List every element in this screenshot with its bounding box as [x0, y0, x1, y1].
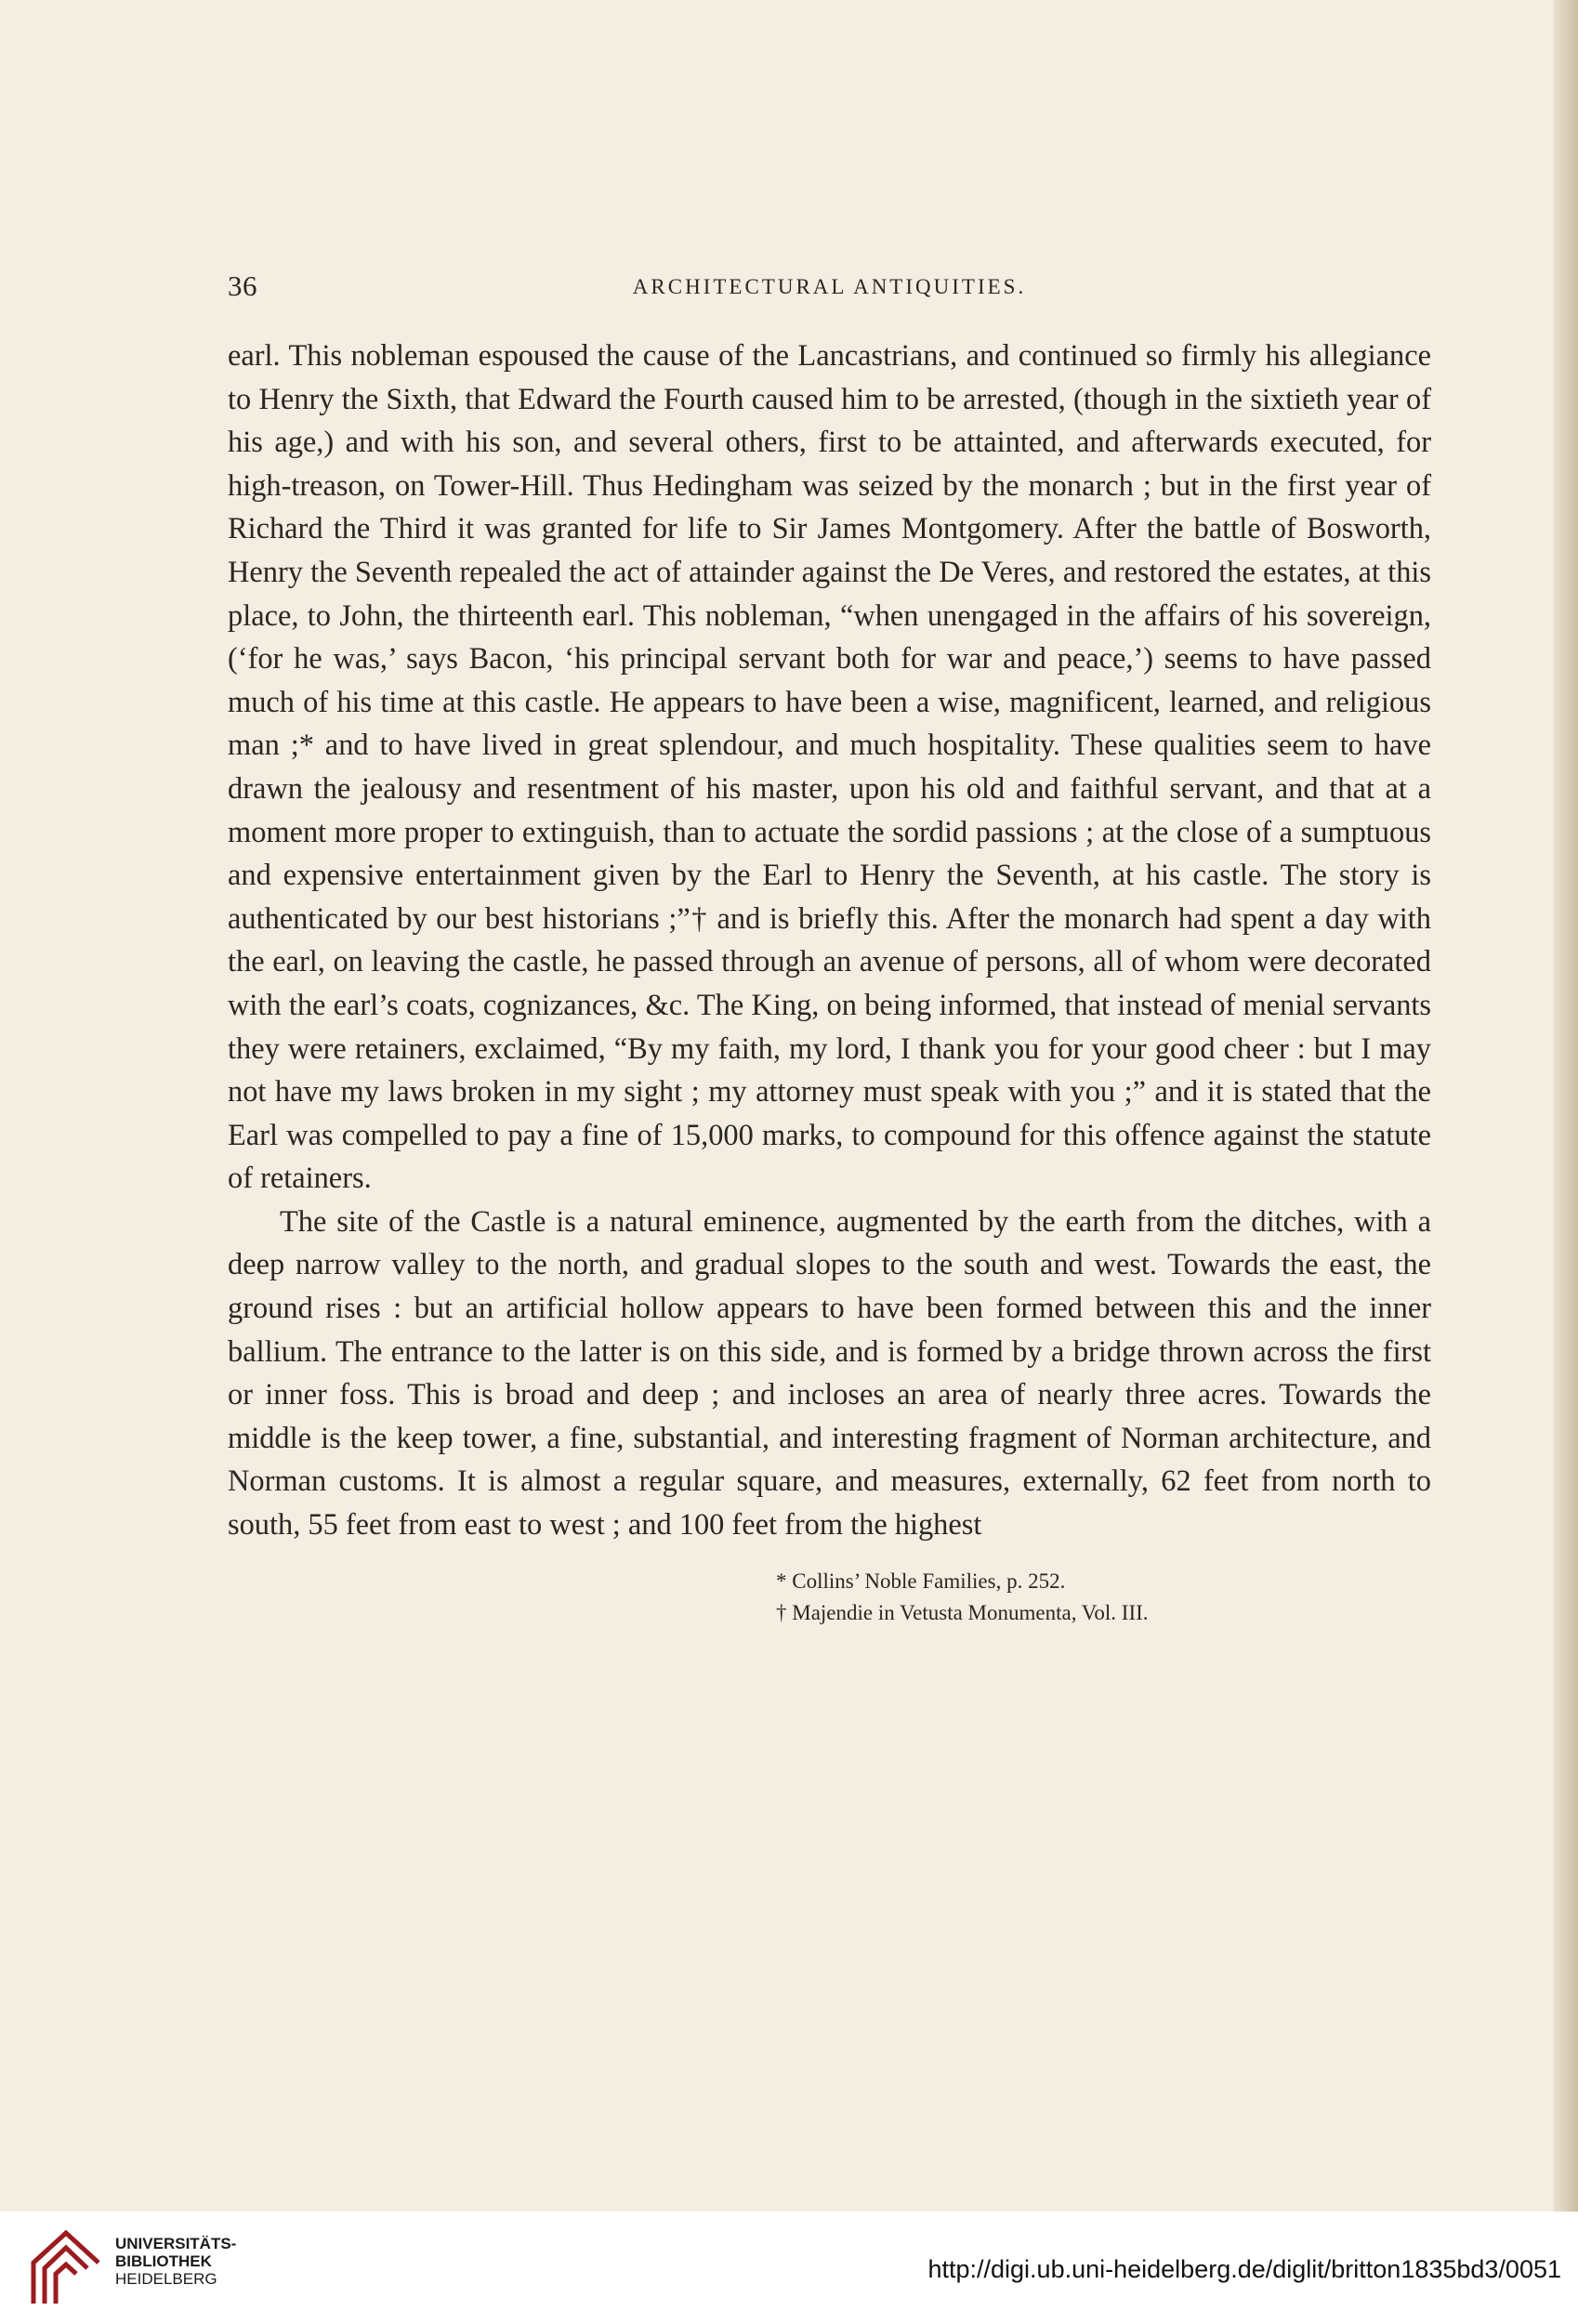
page-edge-shadow: [1554, 0, 1578, 2212]
body-paragraph: earl. This nobleman espoused the cause of the Lancastrians, and continued so firmly his allegiance to Henry the Sixth, that Edward the Fourth caused him to be arrested, (though in the sixtieth year of his age,) and with his son, and several others, first to be attainted, and afterwards executed, for high-treason, on Tower-Hill. Thus Hedingham was seized by the monarch ; but in the first year of Richard the Third it was granted for life to Sir James Montgomery. After the battle of Bosworth, Henry the Seventh repealed the act of attainder against the De Veres, and restored the estates, at this place, to John, the thirteenth earl. This nobleman, “when unengaged in the affairs of his sovereign, (‘for he was,’ says Bacon, ‘his principal servant both for war and peace,’) seems to have passed much of his time at this castle. He appears to have been a wise, magnificent, learned, and religious man ;* and to have lived in great splendour, and much hospitality. These qualities seem to have drawn the jealousy and resentment of his master, upon his old and faithful servant, and that at a moment more proper to extinguish, than to actuate the sordid passions ; at the close of a sumptuous and expensive entertainment given by the Earl to Henry the Seventh, at his castle. The story is authenticated by our best historians ;”† and is briefly this. After the monarch had spent a day with the earl, on leaving the castle, he passed through an avenue of persons, all of whom were decorated with the earl’s coats, cognizances, &c. The King, on being informed, that instead of menial servants they were retainers, exclaimed, “By my faith, my lord, I thank you for your good cheer : but I may not have my laws broken in my sight ; my attorney must speak with you ;” and it is stated that the Earl was compelled to pay a fine of 15,000 marks, to compound for this offence against the statute of retainers.: [228, 339, 1431, 1196]
library-name: [115, 2235, 236, 2288]
library-name-line: BIBLIOTHEK: [115, 2252, 212, 2270]
body-paragraph: The site of the Castle is a natural eminence, augmented by the earth from the ditches, with a deep narrow valley to the north, and gradual slopes to the south and west. Towards the east, the ground rises : but an artificial hollow appears to have been formed between this and the inner ballium. The entrance to the latter is on this side, and is formed by a bridge thrown across the first or inner foss. This is broad and deep ; and incloses an area of nearly three acres. Towards the middle is the keep tower, a fine, substantial, and interesting fragment of Norman architecture, and Norman customs. It is almost a regular square, and measures, externally, 62 feet from north to south, 55 feet from east to west ; and 100 feet from the highest: [228, 1204, 1431, 1543]
running-title: ARCHITECTURAL ANTIQUITIES.: [632, 275, 1027, 298]
page-number: 36: [228, 269, 257, 302]
library-logo-icon: [24, 2226, 108, 2309]
page-content: [228, 269, 1431, 1629]
footnote: * Collins’ Noble Families, p. 252.: [776, 1569, 1066, 1593]
source-url-link[interactable]: http://digi.ub.uni-heidelberg.de/diglit/britton1835bd3/0051: [927, 2255, 1561, 2283]
footnote: † Majendie in Vetusta Monumenta, Vol. III.: [776, 1600, 1149, 1624]
library-name-line: HEIDELBERG: [115, 2270, 217, 2288]
library-name-line: UNIVERSITÄTS-: [115, 2235, 237, 2252]
running-head: [228, 269, 1431, 318]
footnotes: [228, 1566, 1431, 1629]
